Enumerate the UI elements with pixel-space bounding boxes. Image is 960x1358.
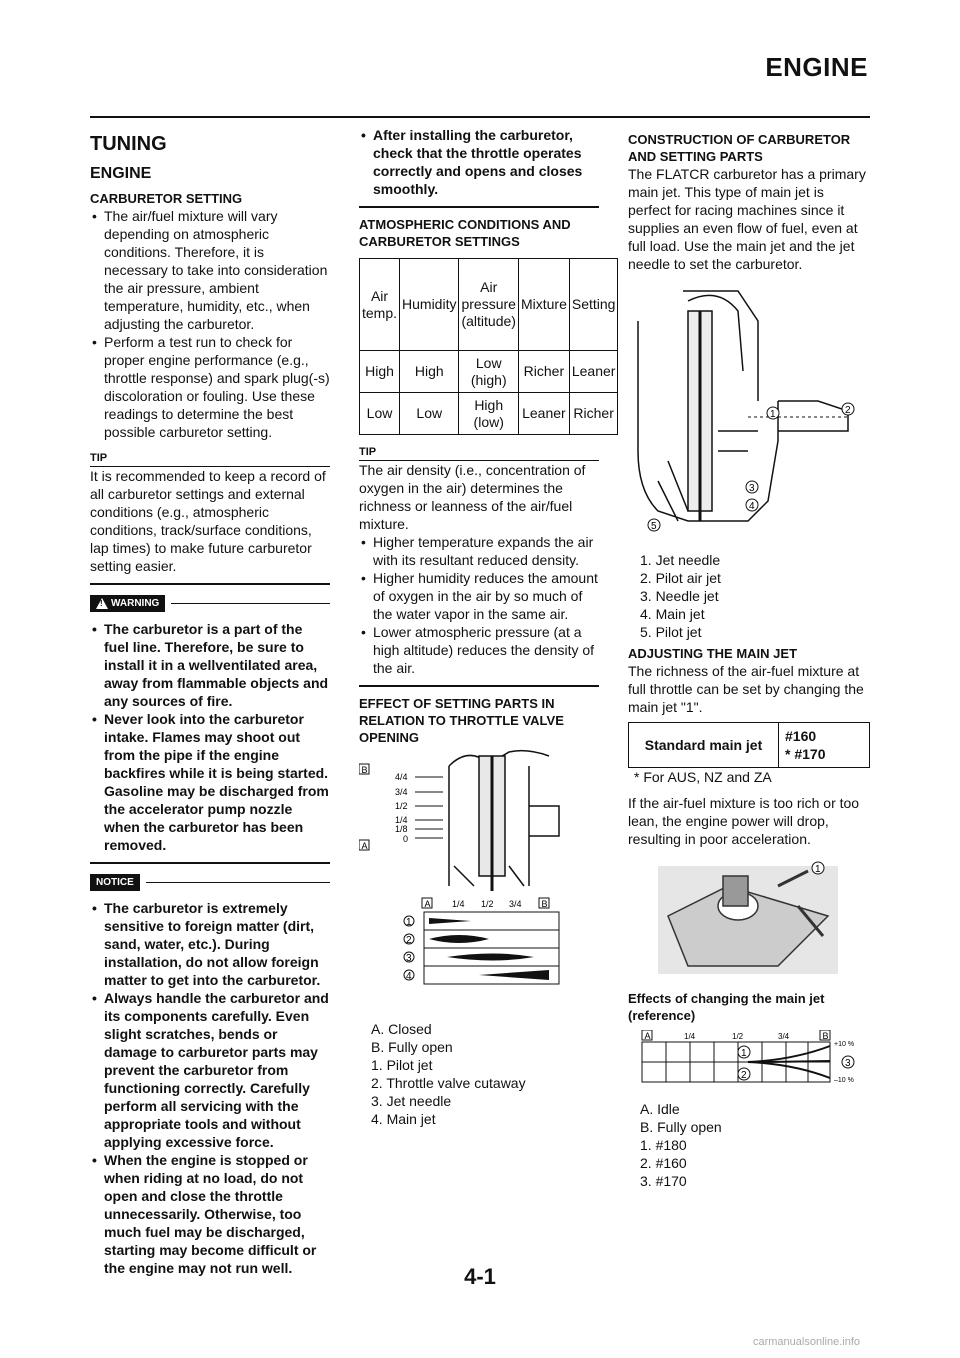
header-rule — [90, 116, 870, 118]
table-cell: Leaner — [569, 351, 618, 393]
legend-item: 4. Main jet — [640, 606, 705, 622]
column-1 — [90, 126, 330, 1277]
pilot-jet-range — [429, 918, 471, 924]
notice-badge: NOTICE — [90, 874, 140, 891]
table-cell: Richer — [569, 393, 618, 435]
table-cell: Humidity — [400, 259, 459, 351]
warning-list — [90, 620, 330, 854]
legend-item: 2. Pilot air jet — [640, 570, 721, 586]
notice-list — [90, 899, 330, 1277]
jet-160-curve — [748, 1062, 830, 1078]
opening-leader-lines — [415, 777, 443, 838]
legend-item: 4. Main jet — [371, 1111, 436, 1127]
scale-label: 1/2 — [481, 899, 494, 909]
adjust-heading: ADJUSTING THE MAIN JET — [628, 646, 798, 661]
callout-number: 4 — [749, 501, 755, 512]
list-item: • The air/fuel mixture will vary depending on atmospheric conditions. Therefore, it is necessary to take into consideration the air pressure, ambient temperature, humidity, etc., when adjusting the carburetor. — [90, 207, 330, 333]
legend-item: A. Closed — [371, 1021, 432, 1037]
install-list — [359, 126, 599, 198]
divider — [146, 882, 330, 883]
opening-label: 1/2 — [395, 801, 408, 811]
throttle-valve-figure — [359, 746, 599, 896]
label-a: A — [424, 899, 431, 909]
figure-legend — [359, 1020, 599, 1128]
legend-item: 3. #170 — [640, 1173, 687, 1189]
table-cell: Low — [360, 393, 400, 435]
opening-label: 0 — [403, 834, 409, 844]
list-item: • Never look into the carburetor intake. Flames may shoot out from the pipe if the engine backfires while it is being started. Gasoline may be discharged from the accelerator pump nozzle when the carburetor has been removed. — [90, 710, 330, 854]
throttle-opening-chart — [359, 896, 599, 1016]
list-item: • Always handle the carburetor and its components carefully. Even slight scratches, bends or damage to carburetor parts may prevent the carburetor from functioning correctly. Carefully perform all servicing with the appropriate tools and without applying excessive force. — [90, 989, 330, 1151]
scale-label: 3/4 — [778, 1032, 790, 1041]
callout-number: 5 — [651, 521, 657, 532]
construction-heading: CONSTRUCTION OF CARBURETOR AND SETTING PARTS — [628, 132, 851, 164]
opening-label: 3/4 — [395, 787, 408, 797]
divider — [90, 862, 330, 864]
divider — [359, 206, 599, 208]
table-cell: Richer — [518, 351, 569, 393]
rich-lean-text: If the air-fuel mixture is too rich or too lean, the engine power will drop, resulting in poor acceleration. — [628, 795, 860, 847]
minus-label: –10 % — [834, 1077, 854, 1084]
carburetor-construction-figure — [628, 281, 870, 551]
opening-label: 1/4 — [395, 815, 408, 825]
scale-label: 1/2 — [732, 1032, 744, 1041]
table-cell: Low — [400, 393, 459, 435]
jet-needle-range — [447, 954, 534, 961]
main-jet-table — [628, 722, 870, 768]
label-b: B — [822, 1031, 829, 1041]
callout-number: 1 — [406, 917, 412, 928]
legend-item: 1. #180 — [640, 1137, 687, 1153]
jet-value: * #170 — [785, 746, 826, 762]
footer-watermark: carmanualsonline.info — [752, 1336, 860, 1348]
list-item: • Lower atmospheric pressure (at a high altitude) reduces the density of the air. — [359, 623, 599, 677]
main-jet-photo — [628, 856, 870, 976]
label-b: B — [361, 765, 368, 775]
chart-legend — [628, 1100, 870, 1190]
effects-heading: Effects of changing the main jet (reference) — [628, 991, 825, 1023]
legend-item: 2. Throttle valve cutaway — [371, 1075, 526, 1091]
carburetor-body — [638, 291, 848, 521]
plus-label: +10 % — [834, 1041, 855, 1048]
callout-number: 3 — [749, 483, 755, 494]
table-row — [629, 723, 870, 768]
table-row — [360, 393, 618, 435]
list-item: • The carburetor is a part of the fuel line. Therefore, be sure to install it in a wellventilated area, away from flammable objects and any sources of fire. — [90, 620, 330, 710]
jet-note: * For AUS, NZ and ZA — [634, 769, 772, 785]
list-item: • Perform a test run to check for proper engine performance (e.g., throttle response) and spark plug(-s) discoloration or fouling. Use these readings to determine the best possible carburetor setting. — [90, 333, 330, 441]
list-item: • Higher humidity reduces the amount of oxygen in the air by so much of the water vapor in the same air. — [359, 569, 599, 623]
page-number: 4-1 — [464, 1264, 496, 1289]
label-b: B — [541, 899, 548, 909]
legend-item: 1. Pilot jet — [371, 1057, 433, 1073]
tip-label: TIP — [359, 445, 599, 461]
callout-number: 2 — [845, 405, 851, 416]
jet-170-curve — [768, 1061, 830, 1062]
section-title: TUNING — [90, 133, 167, 155]
scale-label: 3/4 — [509, 899, 522, 909]
table-cell: Mixture — [518, 259, 569, 351]
callout-number: 1 — [770, 409, 776, 420]
section-subtitle: ENGINE — [90, 165, 152, 182]
tip-label: TIP — [90, 451, 330, 467]
list-item: • When the engine is stopped or when riding at no load, do not open and close the throttle unnecessarily. Otherwise, too much fuel may be discharged, starting may become difficult or the engine may not run well. — [90, 1151, 330, 1277]
legend-item: 3. Jet needle — [371, 1093, 452, 1109]
legend-item: 3. Needle jet — [640, 588, 719, 604]
table-cell: Leaner — [518, 393, 569, 435]
tip-text: It is recommended to keep a record of all carburetor settings and external conditions (e.g., atmospheric conditions, track/surface conditions, lap times) to make future carburetor setting easier. — [90, 468, 326, 574]
carb-setting-list — [90, 207, 330, 441]
table-cell: Air pressure (altitude) — [459, 259, 518, 351]
table-cell — [779, 723, 870, 768]
table-cell: Low (high) — [459, 351, 518, 393]
jet-value: #160 — [785, 728, 817, 744]
scale-label: 1/4 — [452, 899, 465, 909]
table-row — [360, 259, 618, 351]
callout-number: 1 — [815, 864, 821, 875]
table-row — [360, 351, 618, 393]
carb-setting-heading: CARBURETOR SETTING — [90, 191, 243, 206]
tip-text: The air density (i.e., concentration of oxygen in the air) determines the richness or leanness of the air/fuel mixture. — [359, 462, 586, 532]
scale-label: 1/4 — [684, 1032, 696, 1041]
main-jet-range — [479, 970, 549, 980]
legend-item: B. Fully open — [640, 1119, 722, 1135]
effect-heading: EFFECT OF SETTING PARTS IN RELATION TO THROTTLE VALVE OPENING — [359, 696, 564, 745]
table-cell: Setting — [569, 259, 618, 351]
legend-item: 2. #160 — [640, 1155, 687, 1171]
construction-text: The FLATCR carburetor has a primary main jet. This type of main jet is perfect for racing machines since it supplies an even flow of fuel, even at full load. Use the main jet and the jet needle to set the carburetor. — [628, 166, 866, 272]
list-item: • After installing the carburetor, check that the throttle operates correctly and opens and closes smoothly. — [359, 126, 599, 198]
callout-number: 3 — [845, 1058, 851, 1069]
legend-item: A. Idle — [640, 1101, 680, 1117]
table-cell: Standard main jet — [629, 723, 779, 768]
table-cell: High — [360, 351, 400, 393]
list-item: • Higher temperature expands the air with its resultant reduced density. — [359, 533, 599, 569]
carburetor-cross-section — [449, 751, 559, 891]
header-title: ENGINE — [765, 52, 868, 82]
warning-icon: ! — [96, 598, 108, 609]
legend-item: 1. Jet needle — [640, 552, 721, 568]
legend-item: B. Fully open — [371, 1039, 453, 1055]
opening-label: 4/4 — [395, 772, 408, 782]
adjust-text: The richness of the air-fuel mixture at full throttle can be set by changing the main jet "1". — [628, 663, 864, 715]
callout-number: 4 — [406, 971, 412, 982]
callout-number: 1 — [741, 1048, 747, 1059]
label-a: A — [361, 841, 368, 851]
atmospheric-table — [359, 258, 618, 435]
legend-item: 5. Pilot jet — [640, 624, 702, 640]
atm-heading: ATMOSPHERIC CONDITIONS AND CARBURETOR SETTINGS — [359, 217, 571, 249]
tip-list — [359, 533, 599, 677]
warning-label: WARNING — [111, 598, 160, 609]
table-cell: High — [400, 351, 459, 393]
table-cell: Air temp. — [360, 259, 400, 351]
warning-badge — [90, 595, 165, 612]
parts-list — [628, 551, 870, 641]
callout-number: 2 — [741, 1070, 747, 1081]
divider — [171, 603, 330, 604]
notice-header — [90, 874, 330, 891]
cutaway-range — [429, 935, 489, 943]
column-2 — [359, 126, 616, 1128]
callout-number: 3 — [406, 953, 412, 964]
divider — [90, 583, 330, 585]
main-jet-effect-chart — [628, 1030, 870, 1094]
label-a: A — [644, 1031, 651, 1041]
divider — [359, 685, 599, 687]
warning-header — [90, 595, 330, 612]
opening-label: 1/8 — [395, 824, 408, 834]
column-3 — [628, 126, 870, 1190]
jet-180-curve — [748, 1046, 830, 1062]
table-cell: High (low) — [459, 393, 518, 435]
list-item: • The carburetor is extremely sensitive to foreign matter (dirt, sand, water, etc.). During installation, do not allow foreign matter to get into the carburetor. — [90, 899, 330, 989]
callout-number: 2 — [406, 935, 412, 946]
